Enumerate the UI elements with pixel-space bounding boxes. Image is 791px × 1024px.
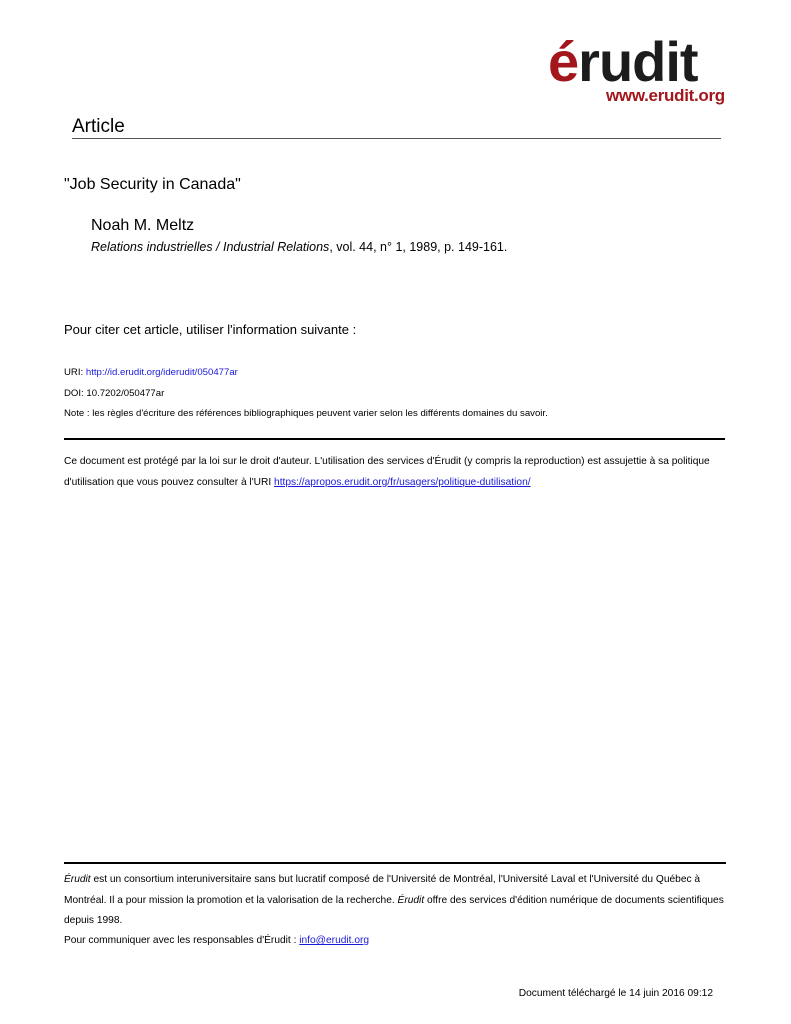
download-timestamp: Document téléchargé le 14 juin 2016 09:12 (518, 988, 713, 999)
erudit-logo (548, 30, 733, 110)
title-divider (72, 138, 721, 139)
doi-line: DOI: 10.7202/050477ar (64, 388, 165, 399)
cite-heading: Pour citer cet article, utiliser l'information suivante : (64, 322, 357, 337)
note-line: Note : les règles d'écriture des références bibliographiques peuvent varier selon les différents domaines du savoir. (64, 408, 548, 419)
journal-name: Relations industrielles / Industrial Relations (91, 240, 330, 254)
logo-wordmark-e: é (548, 30, 579, 93)
contact-email-link[interactable]: info@erudit.org (299, 935, 370, 946)
consortium-notice (64, 870, 732, 932)
contact-text: Pour communiquer avec les responsables d'Érudit : (64, 935, 300, 946)
footer-divider (64, 862, 726, 864)
author-name: Noah M. Meltz (91, 217, 195, 234)
consortium-name: Érudit (64, 874, 91, 885)
uri-link[interactable]: http://id.erudit.org/iderudit/050477ar (85, 367, 238, 378)
logo-wordmark-rest: rudit (578, 30, 698, 93)
consortium-text-2: offre des services d'édition numérique de documents scientifiques depuis 1998. (64, 894, 724, 926)
logo-wordmark (548, 30, 698, 93)
contact-line (64, 935, 369, 946)
uri-label: URI: (64, 367, 86, 378)
logo-url: www.erudit.org (606, 86, 725, 105)
consortium-name-2: Érudit (397, 894, 425, 906)
policy-link[interactable]: https://apropos.erudit.org/fr/usagers/politique-dutilisation/ (274, 476, 531, 488)
article-label: Article (72, 116, 125, 137)
citation-details: , vol. 44, n° 1, 1989, p. 149-161. (329, 240, 508, 254)
section-divider (64, 438, 725, 440)
rights-notice (64, 452, 732, 493)
consortium-text-1: est un consortium interuniversitaire sans but lucratif composé de l'Université de Montréal, l'Université Laval et l'Université du Québec à Montréal. Il a pour mission la promotion et la valorisation de la recherche. (64, 874, 701, 906)
article-title: "Job Security in Canada" (64, 176, 241, 193)
citation (91, 240, 507, 254)
rights-text: Ce document est protégé par la loi sur le droit d'auteur. L'utilisation des services d'Érudit (y compris la reproduction) est assujettie à sa politique d'utilisation que vous pouvez consulter à l'URI (64, 456, 710, 488)
uri-line (64, 367, 238, 378)
